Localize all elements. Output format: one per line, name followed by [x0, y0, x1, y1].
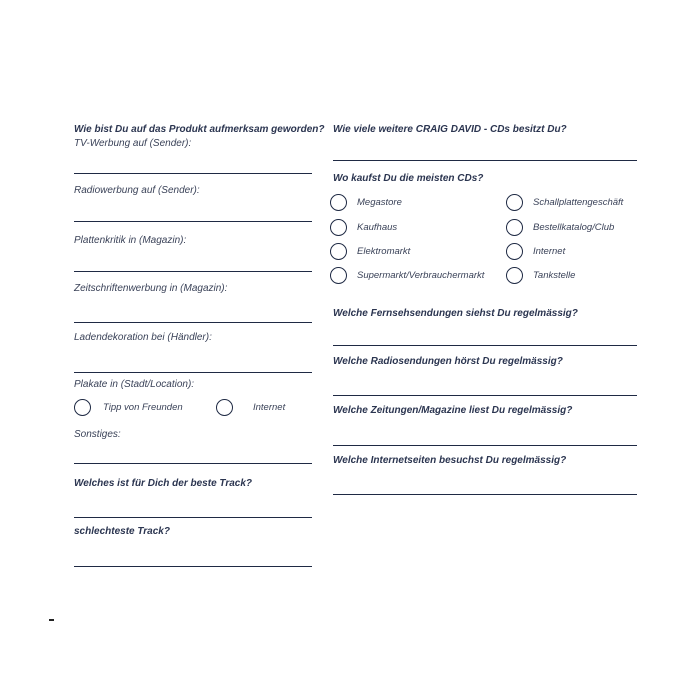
option-tipp-von-freunden[interactable]	[74, 399, 183, 416]
sonstiges-label: Sonstiges:	[74, 429, 121, 440]
radio-circle-icon[interactable]	[216, 399, 233, 416]
option-tankstelle[interactable]	[506, 267, 575, 284]
zeitschriften-answer-line[interactable]	[74, 322, 312, 323]
zeitschriften-label: Zeitschriftenwerbung in (Magazin):	[74, 283, 228, 294]
question-radio-shows: Welche Radiosendungen hörst Du regelmässig?	[333, 356, 563, 367]
best-track-answer-line[interactable]	[74, 517, 312, 518]
option-kaufhaus[interactable]	[330, 219, 397, 236]
option-internet-right[interactable]	[506, 243, 565, 260]
question-source: Wie bist Du auf das Produkt aufmerksam geworden?	[74, 124, 325, 135]
plattenkritik-answer-line[interactable]	[74, 271, 312, 272]
option-label: Kaufhaus	[357, 222, 398, 233]
radio-circle-icon[interactable]	[330, 219, 347, 236]
option-supermarkt[interactable]	[330, 267, 484, 284]
plakate-label: Plakate in (Stadt/Location):	[74, 379, 195, 390]
newspapers-answer-line[interactable]	[333, 445, 637, 446]
option-label: Schallplattengeschäft	[533, 197, 624, 208]
radio-circle-icon[interactable]	[330, 194, 347, 211]
question-newspapers: Welche Zeitungen/Magazine liest Du regelmässig?	[333, 405, 573, 416]
plattenkritik-label: Plattenkritik in (Magazin):	[74, 235, 187, 246]
option-label: Internet	[253, 402, 286, 413]
question-best-track: Welches ist für Dich der beste Track?	[74, 478, 253, 489]
radio-label: Radiowerbung auf (Sender):	[74, 185, 200, 196]
tv-answer-line[interactable]	[74, 173, 312, 174]
option-internet-left[interactable]	[216, 399, 285, 416]
option-bestellkatalog[interactable]	[506, 219, 614, 236]
sonstiges-answer-line[interactable]	[74, 463, 312, 464]
radio-shows-answer-line[interactable]	[333, 395, 637, 396]
radio-circle-icon[interactable]	[330, 267, 347, 284]
option-label: Elektromarkt	[357, 246, 411, 257]
tv-shows-answer-line[interactable]	[333, 345, 637, 346]
option-schallplattengeschaeft[interactable]	[506, 194, 623, 211]
tv-label: TV-Werbung auf (Sender):	[74, 138, 192, 149]
worst-track-answer-line[interactable]	[74, 566, 312, 567]
option-megastore[interactable]	[330, 194, 402, 211]
option-label: Bestellkatalog/Club	[533, 222, 615, 233]
laden-answer-line[interactable]	[74, 372, 312, 373]
radio-circle-icon[interactable]	[330, 243, 347, 260]
radio-circle-icon[interactable]	[506, 243, 523, 260]
option-label: Tipp von Freunden	[103, 402, 183, 413]
option-label: Supermarkt/Verbrauchermarkt	[357, 270, 485, 281]
option-label: Internet	[533, 246, 566, 257]
laden-label: Ladendekoration bei (Händler):	[74, 332, 212, 343]
question-cd-count: Wie viele weitere CRAIG DAVID - CDs besitzt Du?	[333, 124, 567, 135]
radio-answer-line[interactable]	[74, 221, 312, 222]
option-elektromarkt[interactable]	[330, 243, 410, 260]
radio-circle-icon[interactable]	[506, 219, 523, 236]
radio-circle-icon[interactable]	[506, 194, 523, 211]
print-mark	[49, 619, 54, 621]
websites-answer-line[interactable]	[333, 494, 637, 495]
question-worst-track: schlechteste Track?	[74, 526, 170, 537]
cd-count-answer-line[interactable]	[333, 160, 637, 161]
question-where-buy: Wo kaufst Du die meisten CDs?	[333, 173, 484, 184]
radio-circle-icon[interactable]	[74, 399, 91, 416]
radio-circle-icon[interactable]	[506, 267, 523, 284]
option-label: Tankstelle	[533, 270, 576, 281]
question-websites: Welche Internetseiten besuchst Du regelmässig?	[333, 455, 567, 466]
option-label: Megastore	[357, 197, 402, 208]
question-tv-shows: Welche Fernsehsendungen siehst Du regelmässig?	[333, 308, 578, 319]
